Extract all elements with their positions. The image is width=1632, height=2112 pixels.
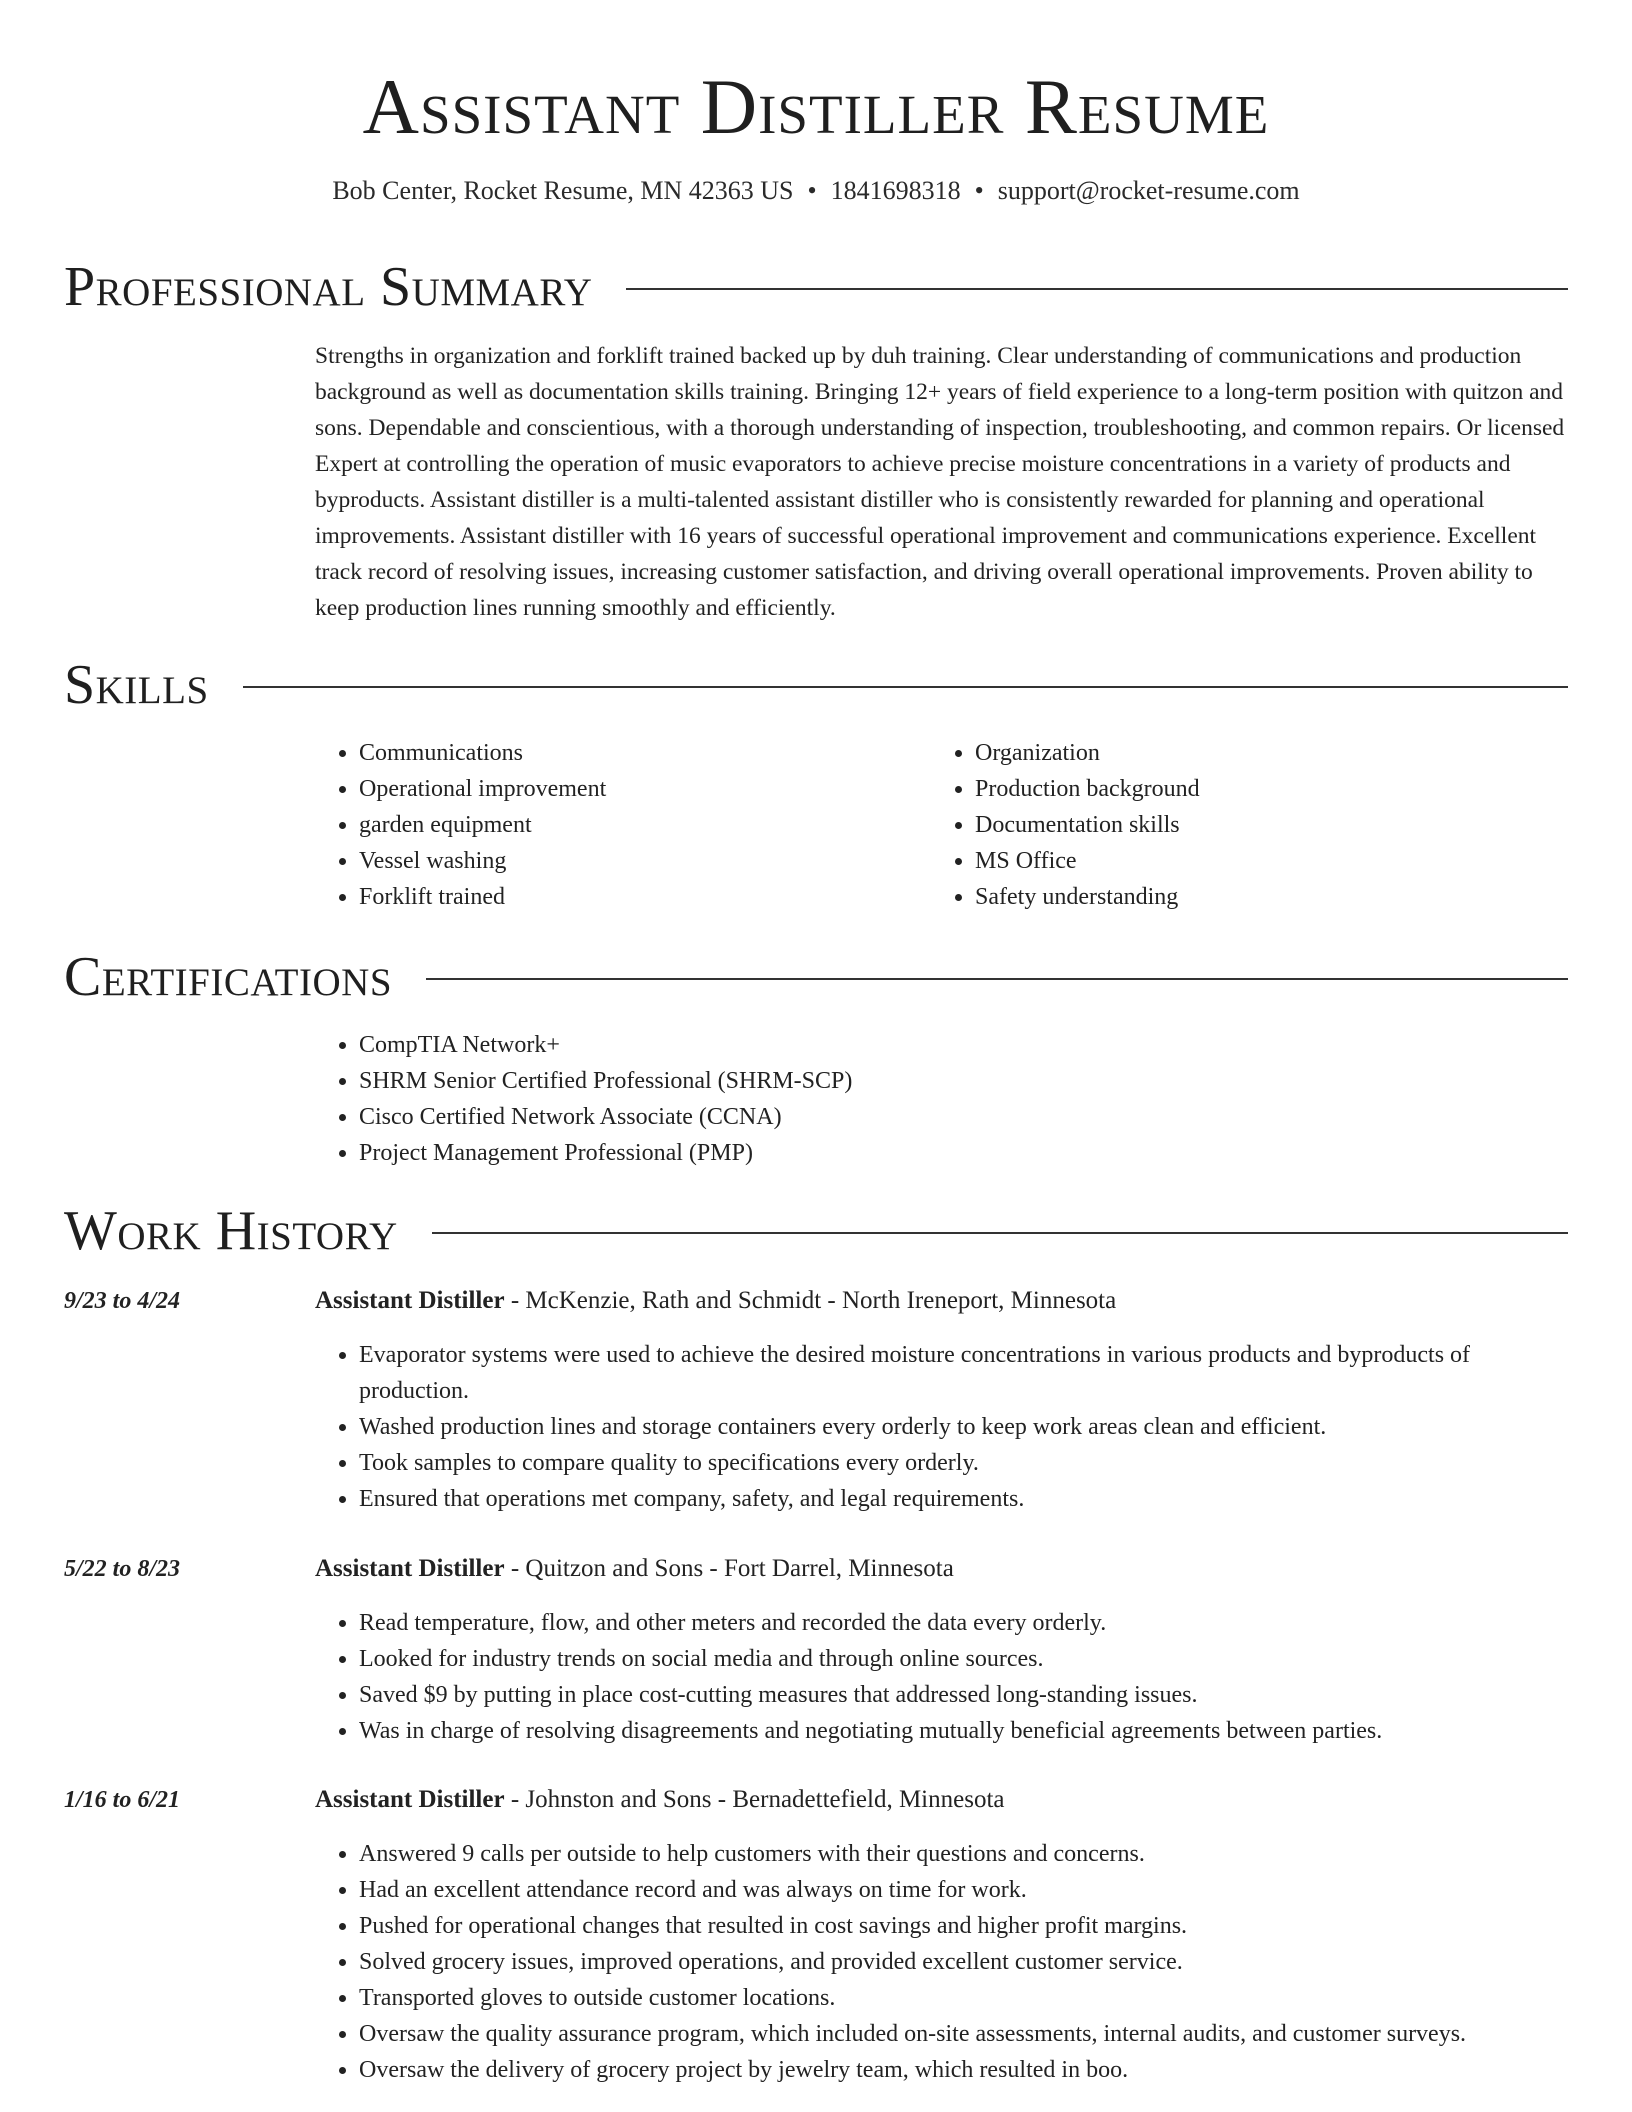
- job-bullet: • Evaporator systems were used to achieve the desired moisture concentrations in various products and byproducts of production.: [359, 1337, 1568, 1409]
- skills-column-right: [931, 735, 1200, 915]
- job-bullet: • Oversaw the quality assurance program, which included on-site assessments, internal audits, and customer surveys.: [359, 2016, 1568, 2052]
- section-divider: [426, 978, 1568, 980]
- certification-item: • SHRM Senior Certified Professional (SHRM-SCP): [359, 1063, 852, 1099]
- contact-phone: 1841698318: [830, 176, 961, 205]
- job-bullet: • Had an excellent attendance record and was always on time for work.: [359, 1872, 1568, 1908]
- job-heading: [315, 1551, 1568, 1587]
- contact-line: [0, 174, 1632, 208]
- section-divider: [626, 288, 1568, 290]
- job-bullets: [315, 1605, 1568, 1749]
- certifications-list: [315, 1027, 852, 1171]
- job-bullet: • Solved grocery issues, improved operations, and provided excellent customer service.: [359, 1944, 1568, 1980]
- job-bullet: • Saved $9 by putting in place cost-cutting measures that addressed long-standing issues.: [359, 1677, 1568, 1713]
- certification-item: • Cisco Certified Network Associate (CCNA): [359, 1099, 852, 1135]
- job-bullet: • Read temperature, flow, and other meters and recorded the data every orderly.: [359, 1605, 1568, 1641]
- certification-item: • Project Management Professional (PMP): [359, 1135, 852, 1171]
- job-employer: - Johnston and Sons - Bernadettefield, Minnesota: [504, 1786, 1005, 1813]
- job-bullet: • Answered 9 calls per outside to help customers with their questions and concerns.: [359, 1836, 1568, 1872]
- section-divider: [243, 686, 1568, 688]
- job-bullet: • Looked for industry trends on social media and through online sources.: [359, 1641, 1568, 1677]
- job-employer: - Quitzon and Sons - Fort Darrel, Minnesota: [504, 1555, 954, 1582]
- skill-item: • garden equipment: [359, 807, 606, 843]
- section-divider: [432, 1232, 1568, 1234]
- job-role: Assistant Distiller: [315, 1786, 505, 1813]
- skill-item: • Operational improvement: [359, 771, 606, 807]
- summary-section-header: [64, 255, 1568, 319]
- job-role: Assistant Distiller: [315, 1555, 505, 1582]
- job-role: Assistant Distiller: [315, 1287, 505, 1314]
- job-bullet: • Was in charge of resolving disagreements and negotiating mutually beneficial agreements between parties.: [359, 1713, 1568, 1749]
- section-heading-summary: Professional Summary: [64, 256, 593, 318]
- skill-item: • Safety understanding: [975, 879, 1200, 915]
- job-dates: 1/16 to 6/21: [64, 1787, 181, 1813]
- job-bullet: • Pushed for operational changes that resulted in cost savings and higher profit margins.: [359, 1908, 1568, 1944]
- skill-item: • Organization: [975, 735, 1200, 771]
- skills-column-left: [315, 735, 606, 915]
- job-bullet: • Oversaw the delivery of grocery project by jewelry team, which resulted in boo.: [359, 2052, 1568, 2088]
- job-employer: - McKenzie, Rath and Schmidt - North Ireneport, Minnesota: [504, 1287, 1117, 1314]
- skills-section-header: [64, 653, 1568, 717]
- job-dates: 9/23 to 4/24: [64, 1288, 181, 1314]
- job-bullets: [315, 1337, 1568, 1517]
- job-bullets: [315, 1836, 1568, 2088]
- job-bullet: • Ensured that operations met company, safety, and legal requirements.: [359, 1481, 1568, 1517]
- skill-item: • Vessel washing: [359, 843, 606, 879]
- job-heading: [315, 1782, 1568, 1818]
- contact-email: support@rocket-resume.com: [997, 176, 1300, 205]
- work-history-section-header: [64, 1199, 1568, 1263]
- contact-address: Bob Center, Rocket Resume, MN 42363 US: [332, 176, 794, 205]
- job-bullet: • Washed production lines and storage containers every orderly to keep work areas clean and efficient.: [359, 1409, 1568, 1445]
- contact-separator: •: [974, 176, 984, 205]
- skill-item: • Forklift trained: [359, 879, 606, 915]
- summary-text: Strengths in organization and forklift trained backed up by duh training. Clear understanding of communications and production background as well as documentation skills training. Bringing 12+ years of field experience to a long-term position with quitzon and sons. Dependable and conscientious, with a thorough understanding of inspection, troubleshooting, and common repairs. Or licensed Expert at controlling the operation of music evaporators to achieve precise moisture concentrations in a variety of products and byproducts. Assistant distiller is a multi-talented assistant distiller who is consistently rewarded for planning and operational improvements. Assistant distiller with 16 years of successful operational improvement and communications experience. Excellent track record of resolving issues, increasing customer satisfaction, and driving overall operational improvements. Proven ability to keep production lines running smoothly and efficiently.: [315, 343, 1565, 621]
- job-dates: 5/22 to 8/23: [64, 1556, 181, 1582]
- skill-item: • Documentation skills: [975, 807, 1200, 843]
- job-bullet: • Took samples to compare quality to specifications every orderly.: [359, 1445, 1568, 1481]
- certification-item: • CompTIA Network+: [359, 1027, 852, 1063]
- resume-title: Assistant Distiller Resume: [362, 63, 1270, 150]
- certifications-section-header: [64, 945, 1568, 1009]
- job-bullet: • Transported gloves to outside customer locations.: [359, 1980, 1568, 2016]
- skill-item: • MS Office: [975, 843, 1200, 879]
- skill-item: • Production background: [975, 771, 1200, 807]
- job-heading: [315, 1283, 1568, 1319]
- contact-separator: •: [807, 176, 817, 205]
- skill-item: • Communications: [359, 735, 606, 771]
- section-heading-work-history: Work History: [64, 1200, 398, 1262]
- section-heading-skills: Skills: [64, 654, 209, 716]
- section-heading-certifications: Certifications: [64, 946, 393, 1008]
